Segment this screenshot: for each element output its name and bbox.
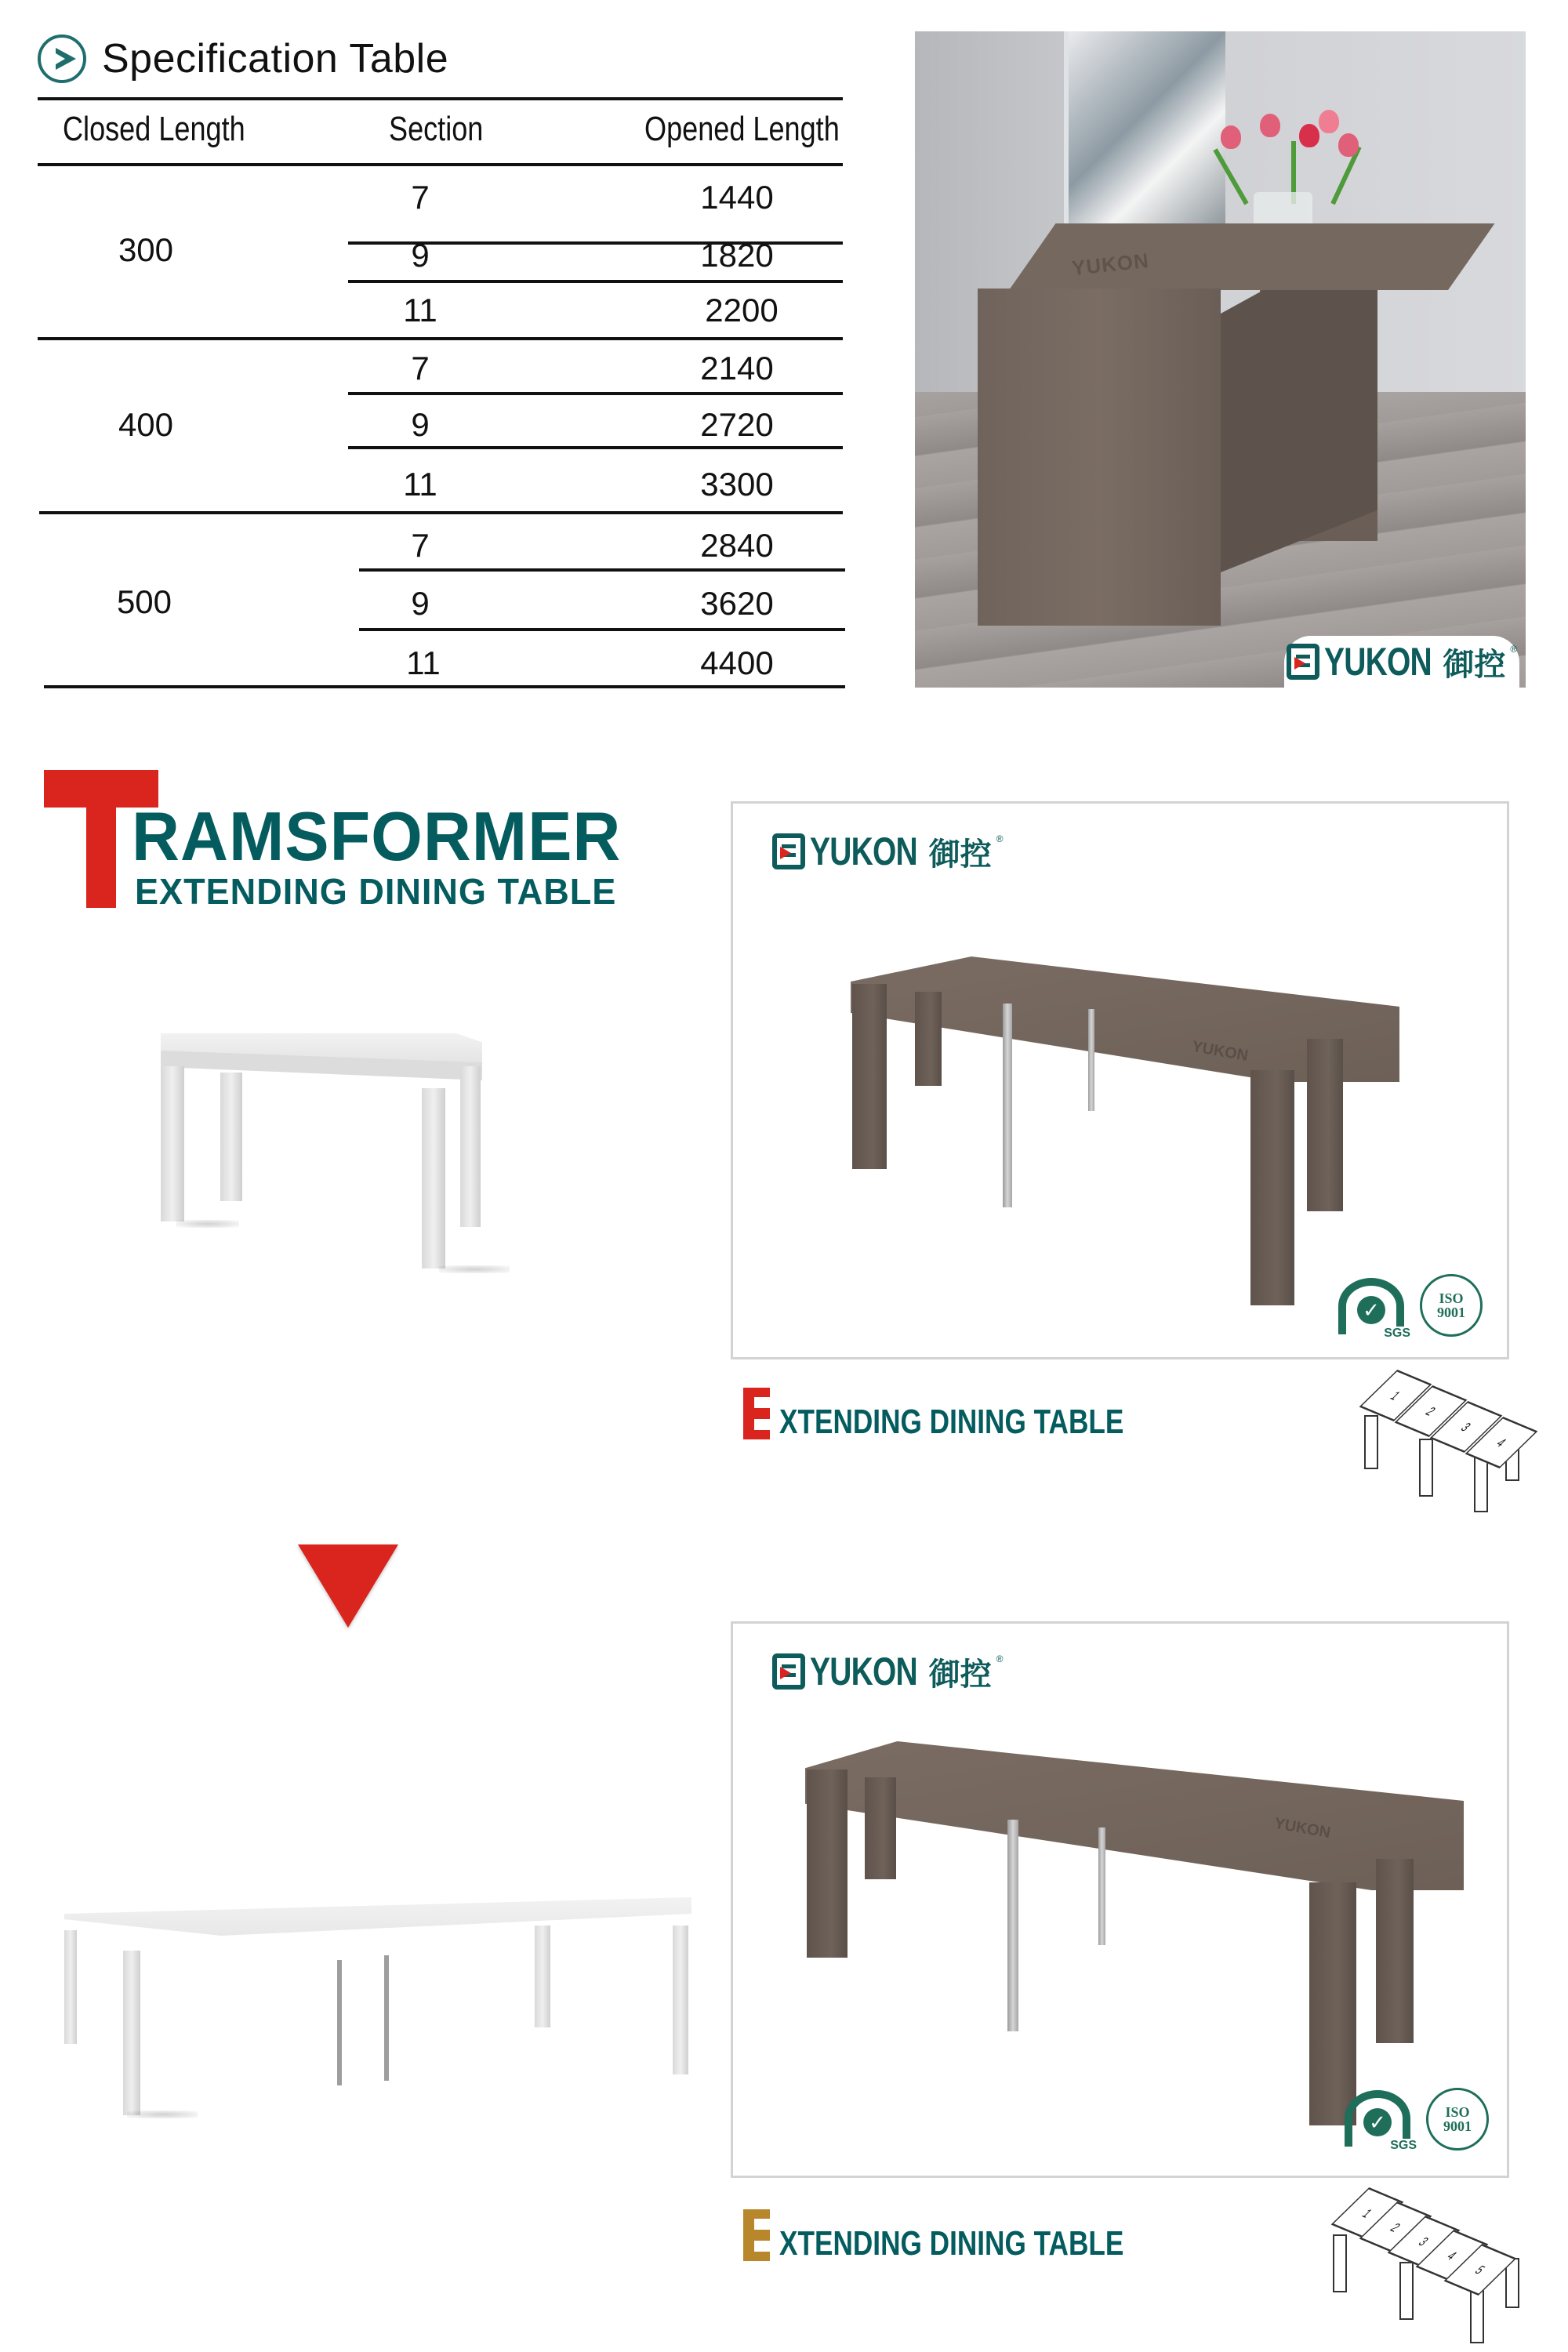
heading-subtitle: EXTENDING DINING TABLE <box>135 871 617 912</box>
opened-length-cell: 3300 <box>700 466 774 503</box>
brand-name-cn: 御控 <box>1443 647 1506 682</box>
header-opened-length: Opened Length <box>644 110 840 148</box>
opened-length-cell: 2140 <box>700 350 774 387</box>
section-cell: 9 <box>411 237 430 274</box>
caption-text: XTENDING DINING TABLE <box>779 2224 1124 2263</box>
section-cell: 7 <box>411 350 430 387</box>
white-table-closed-image <box>161 1033 529 1269</box>
brand-name-cn: 御控 <box>928 837 992 872</box>
room-photo-closed-table <box>915 31 1526 688</box>
sgs-certification-badge: ✓ SGS <box>1338 1278 1404 1334</box>
table-rule-row <box>348 280 843 283</box>
chevron-right-circle-icon <box>38 34 86 83</box>
opened-length-cell: 4400 <box>700 644 774 681</box>
section-cell: 7 <box>411 527 430 564</box>
extension-diagram-4-sections: 1 2 3 4 <box>1356 1368 1521 1494</box>
opened-length-cell: 3620 <box>700 585 774 622</box>
table-rule-top <box>38 97 843 100</box>
yukon-logo-icon <box>772 833 805 869</box>
brand-name: YUKON <box>1323 640 1432 684</box>
spec-table-heading <box>38 31 448 86</box>
checkmark-icon: ✓ <box>1363 2108 1392 2136</box>
yukon-logo <box>772 829 1003 874</box>
table-rule-header <box>38 163 843 166</box>
table-front-panel <box>978 289 1221 626</box>
heading-title: RAMSFORMER <box>132 797 622 875</box>
extension-diagram-5-sections: 1 2 3 4 5 <box>1333 2187 1521 2328</box>
panel-caption <box>743 1388 1210 1439</box>
section-cell: 9 <box>411 406 430 443</box>
caption-initial <box>743 1388 770 1439</box>
panel-caption <box>743 2209 1210 2261</box>
yukon-logo-icon <box>772 1653 805 1690</box>
registered-mark: ® <box>996 1653 1004 1664</box>
table-rule-group <box>39 511 843 514</box>
sgs-certification-badge: ✓ SGS <box>1345 2090 1410 2147</box>
table-rule-row <box>348 446 843 449</box>
yukon-logo <box>772 1649 1003 1694</box>
registered-mark: ® <box>1510 644 1518 655</box>
table-rule-row <box>359 628 845 631</box>
spec-table-title: Specification Table <box>102 36 449 82</box>
section-cell: 7 <box>411 179 430 216</box>
iso-9001-badge: ISO 9001 <box>1426 2088 1489 2151</box>
opened-length-cell: 2840 <box>700 527 774 564</box>
closed-length-cell: 300 <box>118 231 174 268</box>
embossed-logo: YUKON <box>1272 1814 1332 1842</box>
product-panel-extended-5 <box>731 1621 1509 2178</box>
caption-text: XTENDING DINING TABLE <box>779 1403 1124 1441</box>
brand-name-cn: 御控 <box>928 1657 992 1692</box>
table-rule-row <box>348 392 843 395</box>
section-cell: 11 <box>406 644 441 681</box>
registered-mark: ® <box>996 833 1004 844</box>
embossed-logo: YUKON <box>1070 248 1151 281</box>
iso-9001-badge: ISO 9001 <box>1420 1274 1483 1337</box>
closed-length-cell: 400 <box>118 406 174 443</box>
brand-name: YUKON <box>810 829 917 873</box>
arrow-down-icon <box>298 1544 398 1628</box>
brand-name: YUKON <box>810 1650 917 1693</box>
opened-length-cell: 2720 <box>700 406 774 443</box>
brand-badge <box>1284 636 1519 688</box>
section-cell: 11 <box>403 292 437 328</box>
yukon-logo-icon <box>1287 644 1319 680</box>
yukon-logo <box>1287 639 1517 684</box>
product-panel-extended-4 <box>731 801 1509 1359</box>
table-rule-bottom <box>44 685 845 688</box>
closed-length-cell: 500 <box>116 583 172 620</box>
opened-length-cell: 1440 <box>700 179 774 216</box>
header-closed-length: Closed Length <box>63 110 245 148</box>
checkmark-icon: ✓ <box>1357 1296 1385 1324</box>
embossed-logo: YUKON <box>1190 1037 1250 1065</box>
white-table-extended-image <box>64 1897 691 2109</box>
opened-length-cell: 1820 <box>700 237 774 274</box>
header-section: Section <box>389 110 484 148</box>
table-rule-group <box>38 337 843 340</box>
section-cell: 11 <box>403 466 437 503</box>
table-rule-row <box>359 568 845 572</box>
opened-length-cell: 2200 <box>705 292 779 328</box>
section-cell: 9 <box>411 585 430 622</box>
caption-initial <box>743 2209 770 2261</box>
